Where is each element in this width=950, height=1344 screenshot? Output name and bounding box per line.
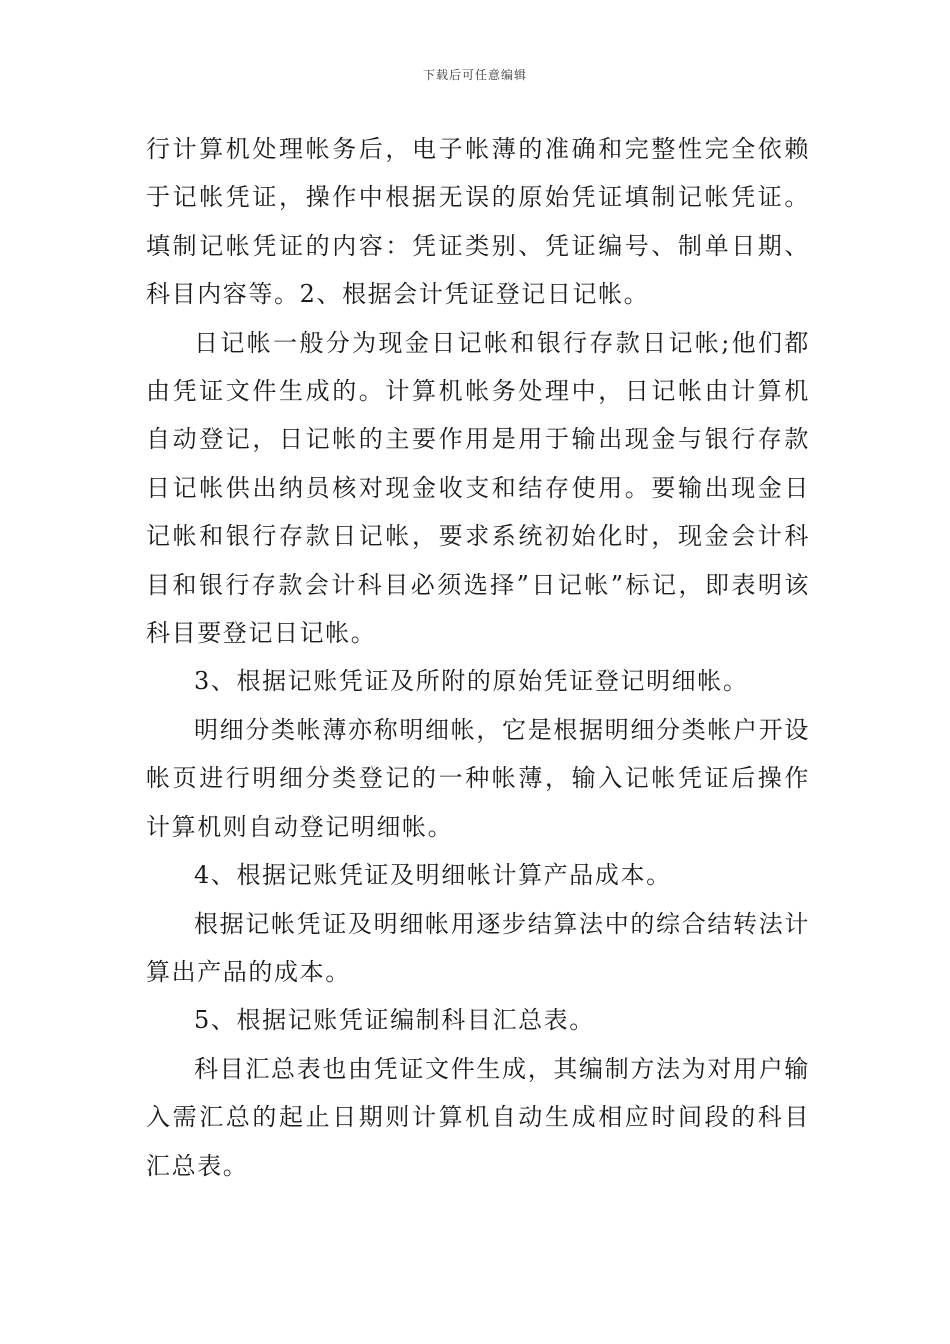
paragraph-3: 明细分类帐薄亦称明细帐，它是根据明细分类帐户开设帐页进行明细分类登记的一种帐薄，输入记帐凭证后操作计算机则自动登记明细帐。 [146,715,810,841]
paragraph-1: 行计算机处理帐务后，电子帐薄的准确和完整性完全依赖于记帐凭证，操作中根据无误的原始凭证填制记帐凭证。填制记帐凭证的内容：凭证类别、凭证编号、制单日期、科目内容等。2、根据会计凭证登记日记帐。 [146,135,810,309]
section-heading-5: 5、根据记账凭证编制科目汇总表。 [194,1006,595,1035]
section-heading-3: 3、根据记账凭证及所附的原始凭证登记明细帐。 [194,667,749,696]
page-header: 下载后可任意编辑 [422,68,527,82]
document-body [146,125,810,1190]
section-heading-4: 4、根据记账凭证及明细帐计算产品成本。 [194,861,672,890]
paragraph-5: 科目汇总表也由凭证文件生成，其编制方法为对用户输入需汇总的起止日期则计算机自动生成相应时间段的科目汇总表。 [146,1054,810,1180]
paragraph-2: 日记帐一般分为现金日记帐和银行存款日记帐;他们都由凭证文件生成的。计算机帐务处理中，日记帐由计算机自动登记，日记帐的主要作用是用于输出现金与银行存款日记帐供出纳员核对现金收支和结存使用。要输出现金日记帐和银行存款日记帐，要求系统初始化时，现金会计科目和银行存款会计科目必须选择”日记帐”标记，即表明该科目要登记日记帐。 [146,328,810,648]
paragraph-4: 根据记帐凭证及明细帐用逐步结算法中的综合结转法计算出产品的成本。 [146,909,810,986]
